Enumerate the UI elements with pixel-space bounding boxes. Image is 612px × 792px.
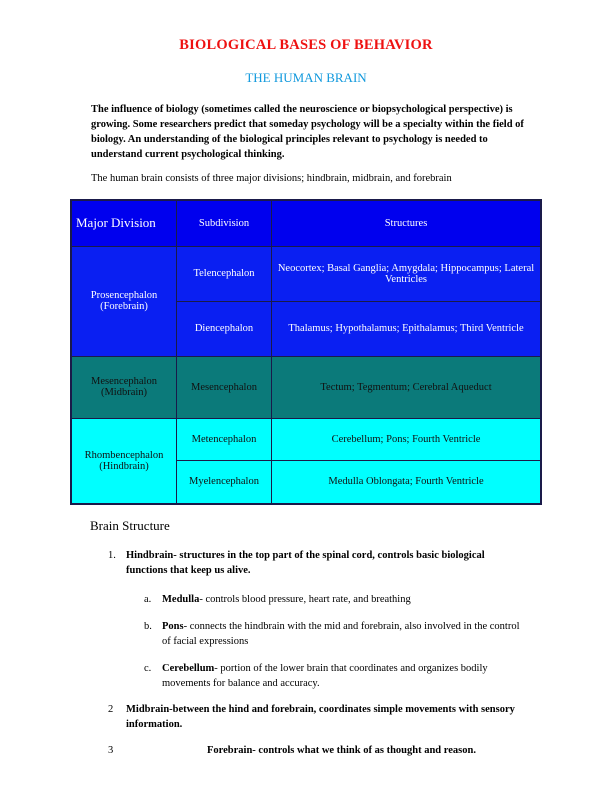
header-subdivision: Subdivision [177, 200, 272, 246]
subdivision-mesencephalon: Mesencephalon [177, 356, 272, 418]
term-medulla: Medulla [162, 594, 200, 605]
table-header-row [71, 200, 541, 246]
list-letter: c. [144, 663, 152, 674]
structures-diencephalon: Thalamus; Hypothalamus; Epithalamus; Third Ventricle [272, 301, 542, 356]
list-item [108, 743, 528, 758]
table-row [71, 356, 541, 418]
list-number: 1. [108, 550, 116, 561]
header-major-division: Major Division [71, 200, 177, 246]
division-midbrain: Mesencephalon (Midbrain) [71, 356, 177, 418]
division-hindbrain: Rhombencephalon (Hindbrain) [71, 418, 177, 504]
definition-pons: - connects the hindbrain with the mid and forebrain, also involved in the control of facial expressions [162, 621, 520, 647]
list-number: 3 [108, 745, 114, 756]
term-hindbrain: Hindbrain [126, 550, 174, 561]
page-title: BIOLOGICAL BASES OF BEHAVIOR [179, 37, 433, 53]
list-letter: a. [144, 594, 152, 605]
list-number: 2 [108, 704, 114, 715]
list-letter: b. [144, 621, 152, 632]
table-row [71, 246, 541, 301]
table-row [71, 418, 541, 460]
structures-telencephalon: Neocortex; Basal Ganglia; Amygdala; Hippocampus; Lateral Ventricles [272, 246, 542, 301]
list-item [144, 661, 524, 691]
subdivision-metencephalon: Metencephalon [177, 418, 272, 460]
definition-hindbrain: - structures in the top part of the spinal cord, controls basic biological functions that keep us alive. [126, 550, 485, 576]
definition-cerebellum: - portion of the lower brain that coordinates and organizes bodily movements for balance and accuracy. [162, 663, 488, 689]
brain-divisions-table [70, 199, 542, 505]
intro-paragraph: The influence of biology (sometimes called the neuroscience or biopsychological perspective) is growing. Some researchers predict that someday psychology will be a specialty within the field of biology. An understanding of the biological principles relevant to psychology is needed to understand current psychological thinking. [91, 104, 524, 160]
subdivision-myelencephalon: Myelencephalon [177, 460, 272, 504]
term-pons: Pons [162, 621, 184, 632]
list-item [144, 592, 524, 607]
subdivision-telencephalon: Telencephalon [177, 246, 272, 301]
structures-metencephalon: Cerebellum; Pons; Fourth Ventricle [272, 418, 542, 460]
header-structures: Structures [272, 200, 542, 246]
term-cerebellum: Cerebellum [162, 663, 215, 674]
section-heading-brain-structure: Brain Structure [90, 518, 170, 533]
list-item [144, 619, 524, 649]
structures-myelencephalon: Medulla Oblongata; Fourth Ventricle [272, 460, 542, 504]
division-forebrain: Prosencephalon (Forebrain) [71, 246, 177, 356]
definition-forebrain: Forebrain- controls what we think of as thought and reason. [207, 745, 476, 756]
list-item [108, 702, 518, 732]
definition-medulla: - controls blood pressure, heart rate, and breathing [199, 594, 411, 605]
subdivision-diencephalon: Diencephalon [177, 301, 272, 356]
list-item [108, 548, 518, 578]
definition-midbrain: Midbrain-between the hind and forebrain, coordinates simple movements with sensory information. [126, 704, 515, 730]
lead-sentence: The human brain consists of three major divisions; hindbrain, midbrain, and forebrain [91, 173, 452, 184]
structures-mesencephalon: Tectum; Tegmentum; Cerebral Aqueduct [272, 356, 542, 418]
page-subtitle: THE HUMAN BRAIN [245, 70, 367, 85]
